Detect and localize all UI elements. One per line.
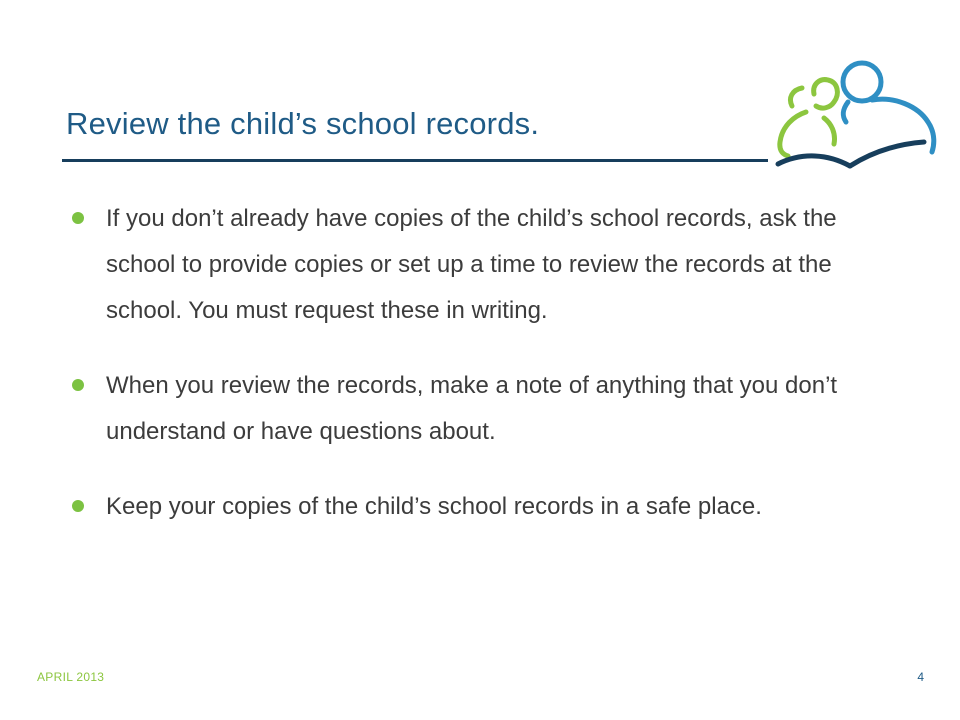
title-underline (62, 159, 768, 162)
bullet-item (70, 363, 900, 455)
bullet-list (70, 196, 900, 530)
bullet-item (70, 196, 900, 334)
page-number: 4 (917, 670, 924, 684)
bullet-text: Keep your copies of the child’s school records in a safe place. (106, 493, 762, 520)
bullet-dot-icon (72, 379, 84, 391)
bullet-dot-icon (72, 212, 84, 224)
bullet-text: When you review the records, make a note of anything that you don’t understand or have questions about. (106, 372, 838, 445)
bullet-text: If you don’t already have copies of the child’s school records, ask the school to provide copies or set up a time to review the records at the school. You must request these in writing. (106, 205, 837, 324)
bullet-item (70, 484, 900, 530)
footer-date: APRIL 2013 (37, 670, 105, 684)
bullet-dot-icon (72, 500, 84, 512)
slide-title: Review the child’s school records. (66, 106, 540, 141)
people-reading-book-icon (772, 52, 938, 174)
